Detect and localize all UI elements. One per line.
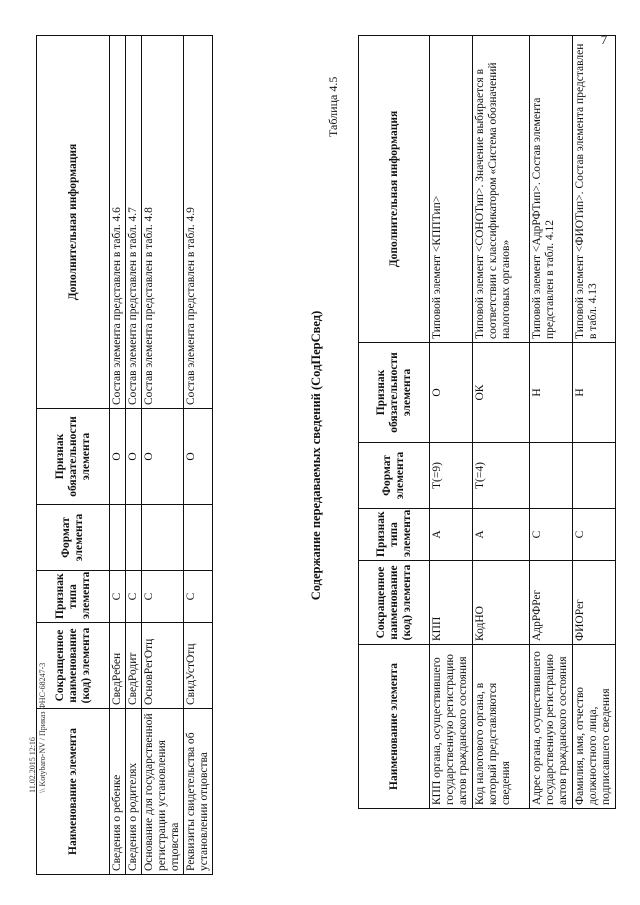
element-type-cell: С (530, 509, 573, 561)
element-code-cell: СведРодит (126, 623, 142, 709)
element-info-cell: Типовой элемент <СОНОТип>. Значение выбирается в соответствии с классификатором «Система обозначений налоговых органов» (473, 36, 530, 343)
element-format-cell (184, 505, 213, 571)
table-row (126, 36, 142, 875)
element-required-cell: О (142, 409, 184, 505)
header-cell: Формат элемента (359, 443, 430, 509)
element-name-cell: Сведения о ребенке (110, 709, 126, 875)
header-cell: Наименование элемента (37, 709, 110, 875)
element-required-cell: О (430, 343, 473, 443)
header-cell: Сокращенное наименование (код) элемента (359, 561, 430, 645)
element-format-cell: T(=9) (430, 443, 473, 509)
print-stamp-line: 11.02.2015 12:16 (28, 737, 37, 793)
element-info-cell: Состав элемента представлен в табл. 4.6 (110, 36, 126, 409)
element-name-cell: Сведения о родителях (126, 709, 142, 875)
element-type-cell: С (126, 571, 142, 623)
element-format-cell (110, 505, 126, 571)
element-code-cell: СвидУстОтц (184, 623, 213, 709)
element-name-cell: Основание для государственной регистрации установления отцовства (142, 709, 184, 875)
table-row (184, 36, 213, 875)
element-code-cell: СведРебен (110, 623, 126, 709)
element-info-cell: Типовой элемент <АдрРФТип>. Состав элемента представлен в табл. 4.12 (530, 36, 573, 343)
elements-table (358, 35, 616, 809)
table-row (142, 36, 184, 875)
table-row (573, 36, 616, 809)
header-cell: Признак обязательности элемента (37, 409, 110, 505)
element-info-cell: Состав элемента представлен в табл. 4.9 (184, 36, 213, 409)
table-label: Таблица 4.5 (326, 76, 340, 137)
header-cell: Дополнительная информация (37, 36, 110, 409)
element-required-cell: Н (530, 343, 573, 443)
element-info-cell: Типовой элемент <КППТип> (430, 36, 473, 343)
table-row (430, 36, 473, 809)
element-required-cell: О (184, 409, 213, 505)
element-name-cell: КПП органа, осуществившего государственную регистрацию актов гражданского состояния (430, 645, 473, 809)
element-type-cell: А (430, 509, 473, 561)
header-cell: Признак типа элемента (37, 571, 110, 623)
page-number: 7 (600, 31, 608, 47)
element-info-cell: Состав элемента представлен в табл. 4.8 (142, 36, 184, 409)
header-cell: Сокращенное наименование (код) элемента (37, 623, 110, 709)
element-type-cell: С (110, 571, 126, 623)
element-code-cell: КодНО (473, 561, 530, 645)
header-cell: Дополнительная информация (359, 36, 430, 343)
element-type-cell: С (573, 509, 616, 561)
element-required-cell: ОК (473, 343, 530, 443)
table-row (530, 36, 573, 809)
header-cell: Наименование элемента (359, 645, 430, 809)
element-name-cell: Фамилия, имя, отчество должностного лица, подписавшего сведения (573, 645, 616, 809)
element-format-cell: T(=4) (473, 443, 530, 509)
header-cell: Признак типа элемента (359, 509, 430, 561)
element-format-cell (573, 443, 616, 509)
element-type-cell: С (142, 571, 184, 623)
element-code-cell: КПП (430, 561, 473, 645)
print-stamp-line: \\ Kotybaro-NV / Приказ ФНС-68247-3 (38, 662, 47, 793)
element-required-cell: Н (573, 343, 616, 443)
table-title: Содержание передаваемых сведений (СодПерСвед) (309, 310, 323, 601)
element-code-cell: АдрРФРег (530, 561, 573, 645)
element-format-cell (530, 443, 573, 509)
element-type-cell: С (184, 571, 213, 623)
element-name-cell: Реквизиты свидетельства об установлении отцовства (184, 709, 213, 875)
header-cell: Формат элемента (37, 505, 110, 571)
print-stamp (28, 663, 48, 793)
element-format-cell (126, 505, 142, 571)
table-row (110, 36, 126, 875)
element-type-cell: А (473, 509, 530, 561)
transmitted-data-table (36, 35, 213, 875)
element-code-cell: ОсновРегОтц (142, 623, 184, 709)
table-row (473, 36, 530, 809)
element-code-cell: ФИОРег (573, 561, 616, 645)
element-required-cell: О (126, 409, 142, 505)
header-cell: Признак обязательности элемента (359, 343, 430, 443)
element-required-cell: О (110, 409, 126, 505)
element-format-cell (142, 505, 184, 571)
table-header-row (359, 36, 430, 809)
element-info-cell: Типовой элемент <ФИОТип>. Состав элемента представлен в табл. 4.13 (573, 36, 616, 343)
element-info-cell: Состав элемента представлен в табл. 4.7 (126, 36, 142, 409)
element-name-cell: Код налогового органа, в который представляются сведения (473, 645, 530, 809)
element-name-cell: Адрес органа, осуществившего государственную регистрацию актов гражданского состояния (530, 645, 573, 809)
